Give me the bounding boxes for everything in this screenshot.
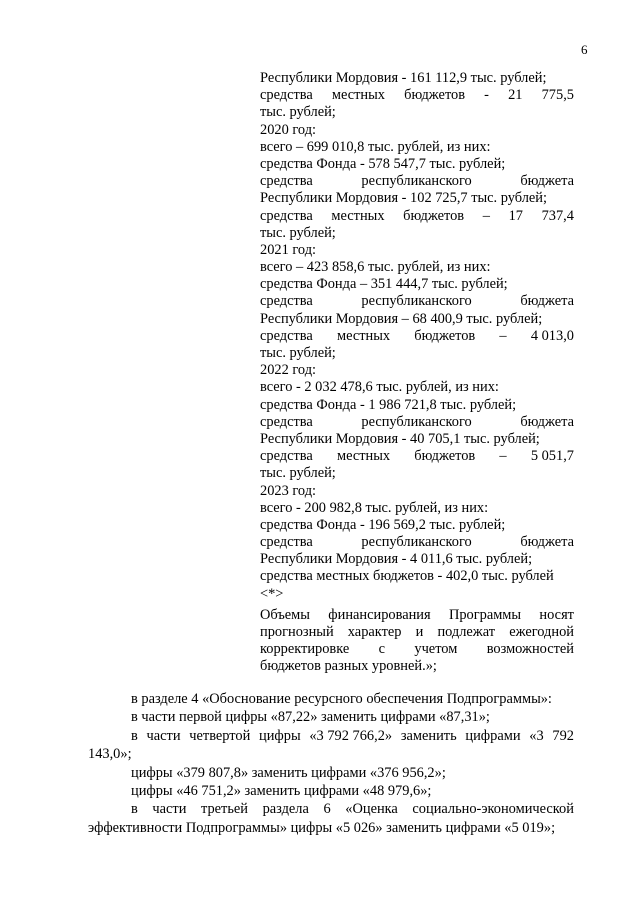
text-line — [260, 431, 574, 448]
text-line — [88, 819, 574, 837]
text-word: средства — [260, 293, 313, 310]
text-word: цифрами — [465, 727, 521, 744]
text-word: местных — [331, 87, 386, 104]
text-line — [260, 641, 574, 658]
text-word: средства — [260, 173, 313, 190]
text-word: «3 — [529, 727, 544, 744]
text-word: 5 051,7 — [530, 448, 574, 465]
text-word: 737,4 — [541, 207, 574, 224]
text-word: 2022 год: — [260, 362, 317, 379]
text-word: республиканского — [361, 293, 472, 310]
text-line — [260, 534, 574, 551]
text-word: социально-экономической — [412, 801, 574, 818]
text-word: бюджетов — [414, 327, 476, 344]
text-word: Республики Мордовия - 4 011,6 тыс. рублей; — [260, 551, 533, 568]
text-word: возможностей — [486, 641, 574, 658]
text-word: республиканского — [361, 413, 472, 430]
text-line — [260, 122, 574, 139]
text-word: местных — [336, 448, 391, 465]
text-word: средства Фонда - 1 986 721,8 тыс. рублей; — [260, 396, 517, 413]
text-word: Республики Мордовия - 40 705,1 тыс. рублей; — [260, 430, 540, 447]
text-line — [260, 311, 574, 328]
text-word: характер — [347, 624, 402, 640]
text-line — [260, 87, 574, 104]
text-word: третьей — [201, 801, 248, 818]
text-line — [260, 139, 574, 156]
text-word: всего - 200 982,8 тыс. рублей, из них: — [260, 499, 489, 516]
text-word: тыс. рублей; — [260, 104, 336, 121]
text-word: бюджетов — [403, 207, 465, 224]
text-line — [260, 500, 574, 517]
text-word: средства местных бюджетов - 402,0 тыс. рублей — [260, 568, 554, 585]
text-word: местных — [331, 207, 385, 224]
text-word: тыс. рублей; — [260, 345, 336, 361]
amendments-text — [88, 690, 574, 837]
text-line — [260, 517, 574, 534]
text-word: и — [415, 624, 424, 640]
text-line — [260, 293, 574, 310]
text-word: четвертой — [189, 727, 251, 744]
text-word: 792 — [552, 727, 574, 744]
text-word: – — [499, 448, 507, 465]
text-line — [88, 745, 574, 763]
text-line — [88, 764, 574, 782]
page-number: 6 — [581, 42, 588, 57]
text-word: всего - 2 032 478,6 тыс. рублей, из них: — [260, 379, 499, 396]
text-word: в — [131, 727, 138, 744]
text-word: средства — [260, 448, 313, 465]
text-line — [260, 483, 574, 500]
text-word: части — [152, 801, 187, 818]
text-line — [88, 727, 574, 745]
text-word: носят — [539, 606, 574, 623]
text-word: цифры «379 807,8» заменить цифрами «376 956,2»; — [131, 764, 446, 781]
text-line — [260, 173, 574, 190]
text-line — [260, 70, 574, 87]
text-word: прогнозный — [260, 624, 334, 640]
text-line — [260, 607, 574, 624]
text-word: Республики Мордовия - 102 725,7 тыс. рублей; — [260, 190, 547, 207]
text-word: средства Фонда - 196 569,2 тыс. рублей; — [260, 516, 506, 533]
text-word: средства — [260, 534, 313, 551]
text-word: цифры — [259, 727, 301, 744]
text-word: средства — [260, 327, 313, 344]
text-line — [260, 568, 574, 585]
text-word: тыс. рублей; — [260, 224, 336, 241]
text-word: бюджетов — [414, 448, 476, 465]
text-line — [260, 414, 574, 431]
text-word: в разделе 4 «Обоснование ресурсного обеспечения Подпрограммы»: — [131, 691, 552, 707]
text-word: - — [484, 87, 489, 104]
text-word: – — [482, 207, 490, 224]
text-line — [260, 208, 574, 225]
text-word: средства — [260, 207, 313, 224]
text-line — [260, 345, 574, 362]
text-word: с — [378, 641, 385, 658]
text-word: тыс. рублей; — [260, 465, 336, 482]
text-line — [260, 190, 574, 207]
text-word: корректировке — [260, 641, 350, 658]
text-word: средства Фонда - 578 547,7 тыс. рублей; — [260, 155, 506, 172]
text-word: 143,0»; — [88, 746, 132, 763]
text-word: местных — [336, 327, 391, 344]
text-word: Республики Мордовия – 68 400,9 тыс. рублей; — [260, 310, 543, 327]
text-line — [260, 362, 574, 379]
text-line — [260, 379, 574, 396]
text-word: всего – 699 010,8 тыс. рублей, из них: — [260, 138, 491, 155]
text-word: финансирования — [328, 606, 431, 623]
text-line — [260, 658, 574, 675]
text-word: в части первой цифры «87,22» заменить цифрами «87,31»; — [131, 709, 490, 726]
text-line — [260, 225, 574, 242]
text-word: 2020 год: — [260, 121, 317, 138]
text-word: всего – 423 858,6 тыс. рублей, из них: — [260, 259, 491, 276]
text-line — [260, 104, 574, 121]
text-line — [88, 690, 574, 708]
text-word: Объемы — [260, 606, 310, 623]
text-word: 21 — [508, 87, 523, 104]
text-line — [260, 465, 574, 482]
text-word: 2023 год: — [260, 482, 317, 499]
text-word: – — [499, 327, 507, 344]
text-word: «Оценка — [345, 801, 398, 818]
text-line — [260, 276, 574, 293]
text-word: бюджета — [520, 293, 574, 310]
text-line — [88, 800, 574, 818]
text-word: средства — [260, 413, 313, 430]
text-word: бюджета — [520, 413, 574, 430]
text-line — [260, 397, 574, 414]
text-word: <*> — [260, 585, 284, 602]
text-word: 17 — [508, 207, 523, 224]
text-line — [260, 328, 574, 345]
text-line — [260, 624, 574, 641]
text-word: «3 792 766,2» — [309, 727, 393, 744]
text-line — [260, 448, 574, 465]
text-word: в — [131, 801, 138, 818]
text-line — [260, 242, 574, 259]
text-word: ежегодной — [509, 624, 574, 640]
text-line — [260, 156, 574, 173]
text-word: заменить — [400, 727, 457, 744]
text-word: 6 — [323, 801, 331, 818]
text-word: Программы — [448, 606, 522, 623]
financing-block — [260, 70, 574, 676]
text-line — [88, 708, 574, 726]
text-word: цифры «46 751,2» заменить цифрами «48 979,6»; — [131, 782, 432, 799]
text-line — [88, 782, 574, 800]
text-word: подлежат — [437, 624, 496, 640]
text-line — [260, 586, 574, 603]
text-word: части — [146, 727, 181, 744]
text-word: бюджета — [520, 173, 574, 190]
text-word: республиканского — [361, 534, 472, 551]
text-word: 4 013,0 — [530, 327, 574, 344]
text-word: средства — [260, 87, 313, 104]
text-word: бюджетов — [404, 87, 466, 104]
text-word: эффективности Подпрограммы» цифры «5 026» заменить цифрами «5 019»; — [88, 819, 556, 836]
text-word: раздела — [262, 801, 309, 818]
text-word: учетом — [414, 641, 458, 658]
text-word: средства Фонда – 351 444,7 тыс. рублей; — [260, 276, 508, 293]
text-word: бюджетов разных уровней.»; — [260, 658, 437, 675]
text-line — [260, 551, 574, 568]
text-line — [260, 259, 574, 276]
text-word: Республики Мордовия - 161 112,9 тыс. рублей; — [260, 70, 547, 86]
text-word: 775,5 — [541, 87, 574, 104]
text-word: республиканского — [361, 173, 472, 190]
text-word: 2021 год: — [260, 241, 317, 258]
text-word: бюджета — [520, 534, 574, 551]
